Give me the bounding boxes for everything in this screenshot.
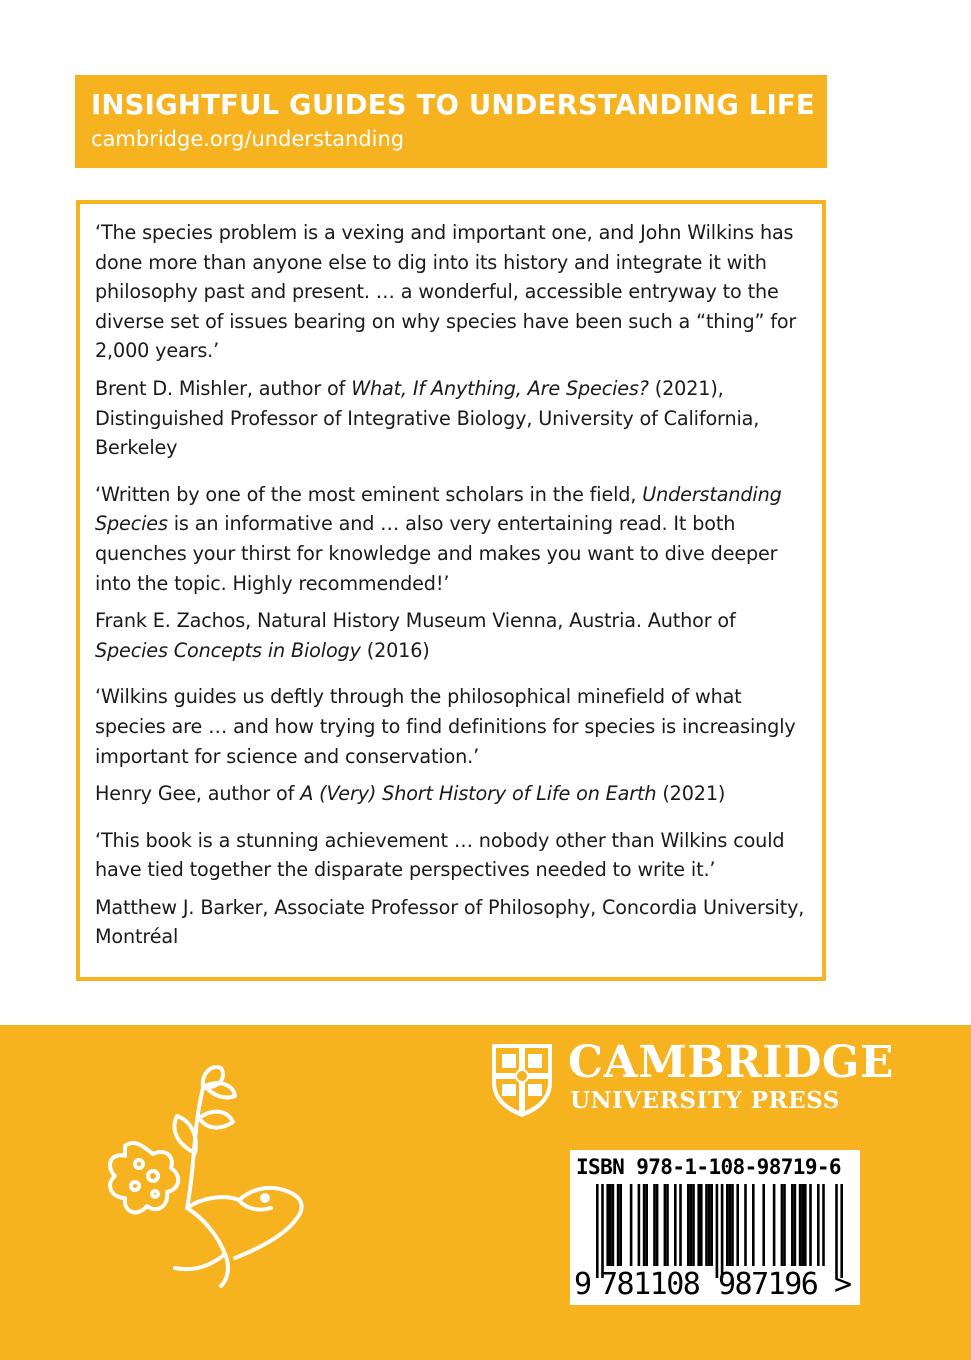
endorsement <box>95 218 808 463</box>
barcode-bar <box>612 1184 615 1266</box>
endorsement-quote: ‘This book is a stunning achievement … nobody other than Wilkins could have tied together the disparate perspectives needed to write it.’ <box>95 828 791 882</box>
barcode-bar <box>729 1184 732 1266</box>
barcode-bar <box>840 1184 843 1278</box>
barcode-bar <box>721 1184 724 1278</box>
barcode-bar <box>791 1184 794 1266</box>
barcode-bar <box>617 1184 620 1266</box>
cambridge-crest-icon <box>490 1042 554 1118</box>
barcode-bar <box>708 1184 711 1266</box>
ean-left-group: 781108 <box>600 1267 700 1302</box>
isbn-barcode <box>570 1150 860 1305</box>
barcode-bar <box>643 1184 646 1266</box>
endorsement-quote: ‘The species problem is a vexing and important one, and John Wilkins has done more than anyone else to dig into its history and integrate it with philosophy past and present. … a wonderful, accessible entryway to the diverse set of issues bearing on why species have been such a “thing” for 2,000 years.’ <box>95 221 803 363</box>
barcode-bar <box>781 1184 784 1266</box>
ean-right-group: 987196 <box>718 1267 818 1302</box>
isbn-label: ISBN 978-1-108-98719-6 <box>576 1155 841 1179</box>
barcode-bar <box>596 1184 599 1278</box>
barcode-bar <box>783 1184 786 1266</box>
barcode-bar <box>835 1184 838 1278</box>
barcode-bar <box>687 1184 690 1266</box>
barcode-bar <box>692 1184 695 1266</box>
barcode-bar <box>630 1184 633 1266</box>
barcode-bars <box>570 1184 860 1278</box>
series-url-link[interactable]: cambridge.org/understanding <box>91 127 405 151</box>
series-header-band <box>75 75 827 168</box>
series-title: INSIGHTFUL GUIDES TO UNDERSTANDING LIFE <box>91 89 815 121</box>
barcode-bar <box>752 1184 755 1266</box>
publisher-subname: UNIVERSITY PRESS <box>570 1087 840 1114</box>
barcode-bar <box>809 1184 812 1266</box>
barcode-bar <box>731 1184 734 1266</box>
barcode-bar <box>804 1184 807 1266</box>
endorsement-attribution: Frank E. Zachos, Natural History Museum Vienna, Austria. Author of Species Concepts in Biology (2016) <box>95 609 742 662</box>
barcode-bar <box>801 1184 804 1266</box>
barcode-bar <box>705 1184 708 1266</box>
barcode-bar <box>664 1184 667 1266</box>
barcode-bar <box>762 1184 765 1266</box>
barcode-bar <box>601 1184 604 1278</box>
ean-first-digit: 9 <box>574 1267 593 1302</box>
barcode-bar <box>794 1184 797 1266</box>
barcode-bar <box>674 1184 677 1266</box>
barcode-bar <box>744 1184 747 1266</box>
endorsement-quote: ‘Written by one of the most eminent scholars in the field, Understanding Species is an informative and … also very entertaining read. It both quenches your thirst for knowledge and makes you want to dive deeper into the topic. Highly recommended!’ <box>95 482 788 595</box>
endorsement <box>95 826 811 952</box>
barcode-bar <box>645 1184 648 1266</box>
endorsement-quote: ‘Wilkins guides us deftly through the philosophical minefield of what species are … and how trying to find definitions for species is increasingly important for science and conservation.’ <box>95 685 802 768</box>
endorsement <box>95 480 808 666</box>
barcode-bar <box>817 1184 820 1266</box>
barcode-bar <box>736 1184 739 1266</box>
barcode-bar <box>679 1184 682 1266</box>
barcode-bar <box>653 1184 656 1266</box>
barcode-bar <box>638 1184 641 1266</box>
endorsement-attribution: Brent D. Mishler, author of What, If Anything, Are Species? (2021), Distinguished Professor of Integrative Biology, University of California, Berkeley <box>95 376 766 460</box>
publisher-logo <box>490 1037 894 1120</box>
barcode-bar <box>726 1184 729 1266</box>
barcode-bar <box>656 1184 659 1266</box>
barcode-bar <box>609 1184 612 1266</box>
flower-bird-emblem-icon <box>75 1058 315 1288</box>
barcode-bar <box>710 1184 713 1266</box>
barcode-bar <box>799 1184 802 1266</box>
endorsement-attribution: Matthew J. Barker, Associate Professor of Philosophy, Concordia University, Montréal <box>95 895 811 949</box>
endorsement-attribution: Henry Gee, author of A (Very) Short History of Life on Earth (2021) <box>95 782 726 806</box>
barcode-bar <box>700 1184 703 1266</box>
barcode-bar <box>773 1184 776 1266</box>
barcode-bar <box>716 1184 719 1278</box>
endorsement <box>95 682 808 808</box>
ean-quiet-zone-marker: > <box>834 1267 853 1302</box>
endorsements-box <box>76 200 826 981</box>
ean-digits <box>570 1268 860 1302</box>
barcode-bar <box>666 1184 669 1266</box>
barcode-bar <box>690 1184 693 1266</box>
barcode-bar <box>822 1184 825 1266</box>
barcode-bar <box>606 1184 609 1266</box>
barcode-bar <box>697 1184 700 1266</box>
barcode-bar <box>619 1184 622 1266</box>
publisher-name: CAMBRIDGE <box>568 1037 894 1088</box>
